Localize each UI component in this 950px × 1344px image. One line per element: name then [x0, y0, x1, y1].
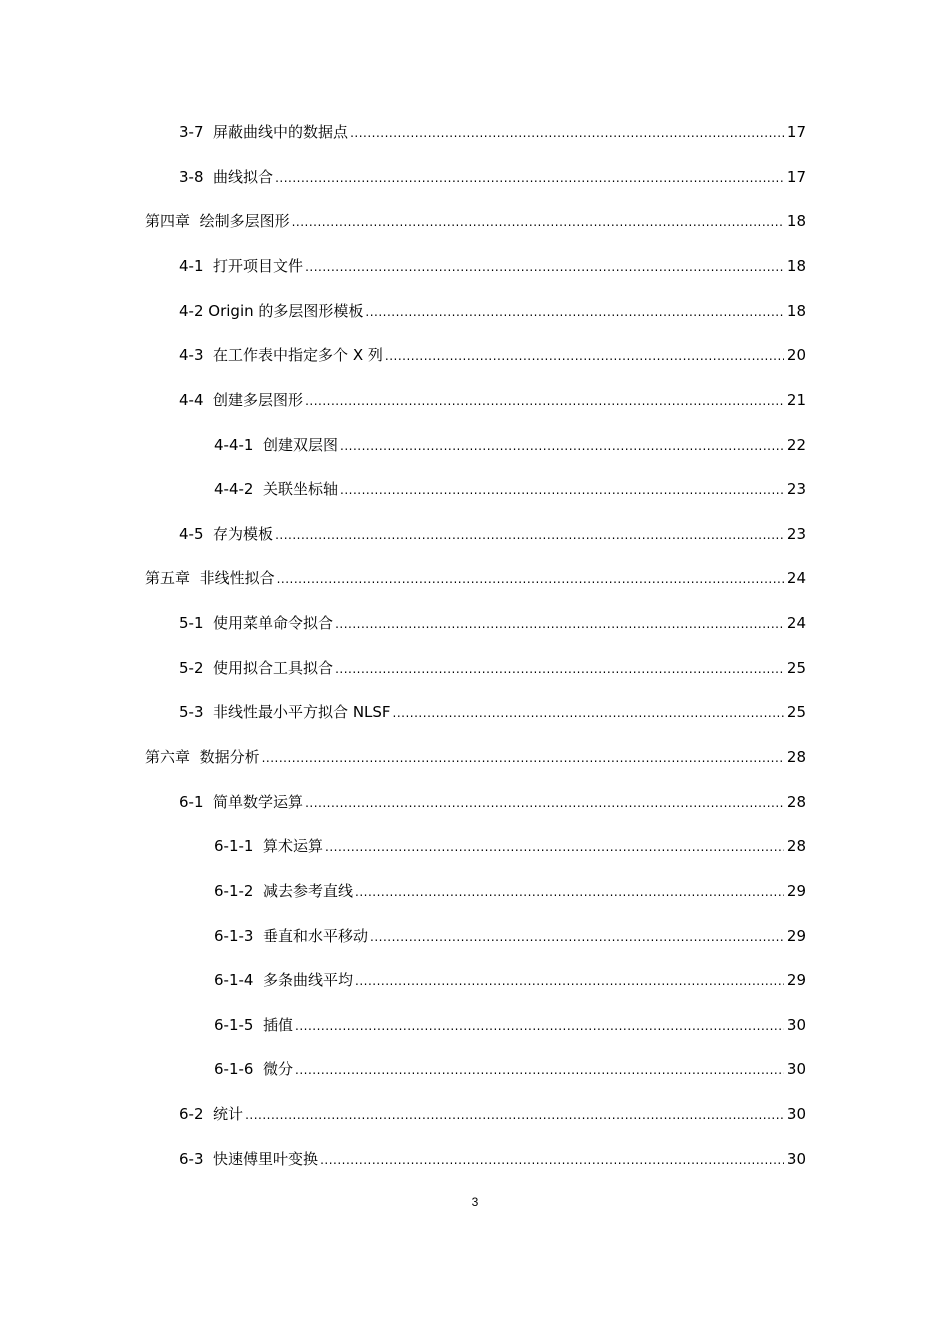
- toc-entry-number: 6-1: [179, 793, 204, 811]
- toc-entry-number: 第四章: [145, 212, 191, 230]
- toc-entry-page: 28: [786, 748, 806, 766]
- toc-entry-page: 17: [786, 123, 806, 141]
- toc-entry-page: 25: [786, 659, 806, 677]
- toc-entry[interactable]: [179, 1145, 806, 1169]
- toc-entry-number: 4-1: [179, 257, 204, 275]
- toc-dot-leader: [340, 438, 784, 454]
- toc-entry-page: 24: [786, 569, 806, 587]
- toc-entry-page: 18: [786, 212, 806, 230]
- toc-entry-title: 简单数学运算: [213, 793, 304, 811]
- toc-entry-number: 4-4-2: [214, 480, 254, 498]
- toc-entry-title: 多条曲线平均: [263, 971, 354, 989]
- toc-dot-leader: [305, 393, 784, 409]
- toc-entry[interactable]: [214, 877, 806, 901]
- toc-entry-number: 6-1-1: [214, 837, 254, 855]
- toc-entry[interactable]: [179, 654, 806, 678]
- toc-entry[interactable]: [179, 118, 806, 142]
- toc-dot-leader: [320, 1152, 784, 1168]
- toc-entry-number: 3-7: [179, 123, 204, 141]
- toc-entry[interactable]: [179, 520, 806, 544]
- toc-entry-page: 30: [786, 1060, 806, 1078]
- toc-entry-page: 23: [786, 480, 806, 498]
- toc-entry-title: 关联坐标轴: [263, 480, 339, 498]
- toc-entry-title: 垂直和水平移动: [263, 927, 369, 945]
- toc-entry[interactable]: [214, 431, 806, 455]
- toc-entry[interactable]: [179, 386, 806, 410]
- toc-entry-page: 29: [786, 882, 806, 900]
- toc-entry[interactable]: [145, 207, 806, 231]
- toc-dot-leader: [295, 1062, 784, 1078]
- toc-entry-page: 30: [786, 1150, 806, 1168]
- toc-dot-leader: [305, 795, 784, 811]
- toc-entry-page: 30: [786, 1016, 806, 1034]
- toc-dot-leader: [340, 482, 784, 498]
- toc-entry[interactable]: [179, 341, 806, 365]
- toc-entry-page: 23: [786, 525, 806, 543]
- toc-entry-title: 绘制多层图形: [199, 212, 290, 230]
- toc-entry-number: 6-3: [179, 1150, 204, 1168]
- toc-entry[interactable]: [179, 163, 806, 187]
- toc-entry[interactable]: [179, 609, 806, 633]
- toc-entry[interactable]: [214, 966, 806, 990]
- toc-entry-page: 30: [786, 1105, 806, 1123]
- toc-entry-title: 微分: [263, 1060, 294, 1078]
- toc-dot-leader: [305, 259, 784, 275]
- toc-entry[interactable]: [145, 564, 806, 588]
- toc-entry-title: 减去参考直线: [263, 882, 354, 900]
- page-number: 3: [471, 1195, 479, 1209]
- toc-entry-number: 5-3: [179, 703, 204, 721]
- toc-entry-title: 使用拟合工具拟合: [213, 659, 334, 677]
- toc-dot-leader: [245, 1107, 784, 1123]
- toc-entry-title: 创建双层图: [263, 436, 339, 454]
- toc-entry-title: 数据分析: [199, 748, 260, 766]
- toc-dot-leader: [295, 1018, 784, 1034]
- toc-entry-number: 5-1: [179, 614, 204, 632]
- toc-dot-leader: [335, 661, 784, 677]
- toc-entry-number: 第五章: [145, 569, 191, 587]
- toc-entry-number: 6-1-4: [214, 971, 254, 989]
- toc-dot-leader: [275, 527, 784, 543]
- toc-entry-number: 6-1-3: [214, 927, 254, 945]
- toc-dot-leader: [277, 571, 784, 587]
- toc-entry[interactable]: [214, 1011, 806, 1035]
- toc-entry-page: 29: [786, 971, 806, 989]
- toc-entry-number: 4-4-1: [214, 436, 254, 454]
- toc-dot-leader: [325, 839, 784, 855]
- toc-entry-number: 4-4: [179, 391, 204, 409]
- toc-entry-title: 算术运算: [263, 837, 324, 855]
- toc-entry-number: 3-8: [179, 168, 204, 186]
- toc-entry[interactable]: [179, 297, 806, 321]
- toc-entry-title: 曲线拟合: [213, 168, 274, 186]
- toc-entry-page: 17: [786, 168, 806, 186]
- toc-entry[interactable]: [214, 475, 806, 499]
- toc-entry[interactable]: [179, 1100, 806, 1124]
- toc-entry[interactable]: [179, 252, 806, 276]
- toc-dot-leader: [365, 304, 784, 320]
- toc-entry-page: 25: [786, 703, 806, 721]
- toc-dot-leader: [393, 705, 784, 721]
- toc-entry[interactable]: [214, 922, 806, 946]
- toc-entry-number: 6-1-6: [214, 1060, 254, 1078]
- toc-entry-title: 非线性最小平方拟合 NLSF: [213, 703, 391, 721]
- toc-entry-title: Origin 的多层图形模板: [208, 302, 364, 320]
- toc-dot-leader: [350, 125, 784, 141]
- toc-entry-title: 非线性拟合: [199, 569, 275, 587]
- toc-entry[interactable]: [214, 1055, 806, 1079]
- toc-entry[interactable]: [145, 743, 806, 767]
- toc-dot-leader: [355, 973, 784, 989]
- toc-entry-page: 29: [786, 927, 806, 945]
- toc-dot-leader: [275, 170, 784, 186]
- toc-entry-page: 24: [786, 614, 806, 632]
- toc-entry[interactable]: [179, 788, 806, 812]
- toc-entry-number: 6-1-5: [214, 1016, 254, 1034]
- toc-entry-title: 统计: [213, 1105, 244, 1123]
- toc-dot-leader: [355, 884, 784, 900]
- toc-entry-page: 28: [786, 837, 806, 855]
- toc-entry-number: 4-3: [179, 346, 204, 364]
- toc-entry-page: 28: [786, 793, 806, 811]
- toc-dot-leader: [370, 929, 784, 945]
- toc-entry-number: 6-2: [179, 1105, 204, 1123]
- toc-entry-page: 20: [786, 346, 806, 364]
- toc-dot-leader: [262, 750, 784, 766]
- toc-entry-page: 22: [786, 436, 806, 454]
- toc-entry-number: 4-2: [179, 302, 204, 320]
- toc-entry[interactable]: [179, 698, 806, 722]
- toc-entry-title: 在工作表中指定多个 X 列: [213, 346, 383, 364]
- toc-entry-number: 4-5: [179, 525, 204, 543]
- toc-entry-title: 存为模板: [213, 525, 274, 543]
- toc-entry-number: 6-1-2: [214, 882, 254, 900]
- toc-entry-title: 打开项目文件: [213, 257, 304, 275]
- toc-dot-leader: [385, 348, 784, 364]
- toc-dot-leader: [335, 616, 784, 632]
- toc-entry[interactable]: [214, 832, 806, 856]
- toc-entry-page: 21: [786, 391, 806, 409]
- toc-entry-number: 第六章: [145, 748, 191, 766]
- toc-entry-number: 5-2: [179, 659, 204, 677]
- toc-dot-leader: [292, 214, 784, 230]
- toc-entry-title: 使用菜单命令拟合: [213, 614, 334, 632]
- toc-entry-page: 18: [786, 302, 806, 320]
- toc-entry-title: 快速傅里叶变换: [213, 1150, 319, 1168]
- toc-entry-page: 18: [786, 257, 806, 275]
- toc-entry-title: 屏蔽曲线中的数据点: [213, 123, 349, 141]
- toc-entry-title: 创建多层图形: [213, 391, 304, 409]
- toc-entry-title: 插值: [263, 1016, 294, 1034]
